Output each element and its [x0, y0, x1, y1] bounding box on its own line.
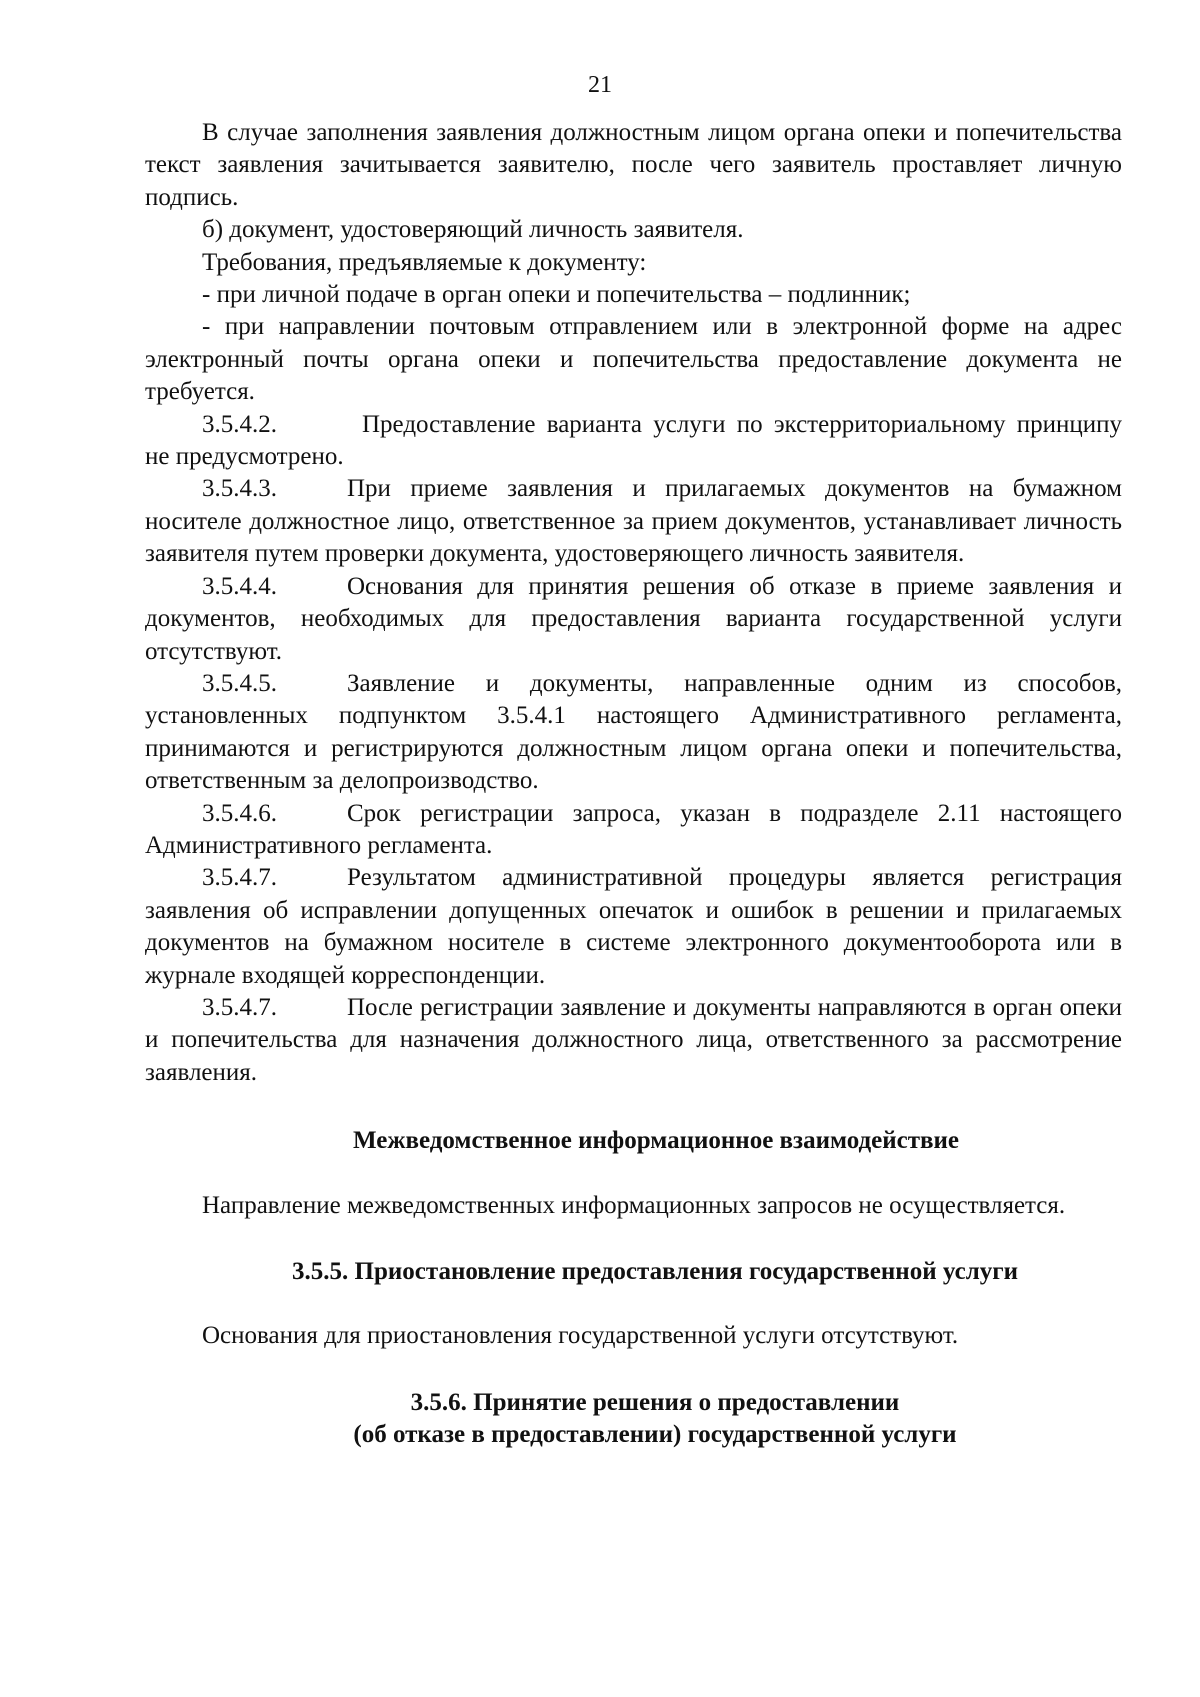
section-heading-interagency: Межведомственное информационное взаимодействие [353, 1127, 959, 1155]
paragraph: б) документ, удостоверяющий личность заявителя. [202, 216, 744, 244]
section-heading-3-5-5: 3.5.5. Приостановление предоставления государственной услуги [292, 1258, 1018, 1285]
list-item: - при личной подаче в орган опеки и попечительства – подлинник; [202, 281, 911, 309]
paragraph-number: 3.5.4.6. [202, 799, 277, 827]
numbered-paragraph [145, 992, 1122, 1089]
numbered-paragraph [145, 409, 1122, 474]
paragraph-text: Заявление и документы, направленные одним из способов, установленных подпунктом 3.5.4.1 настоящего Административного регламента, принимаются и регистрируются должностным лицом органа опеки и попечительства, ответственным за делопроизводство. [145, 669, 1122, 795]
numbered-paragraph [145, 473, 1122, 570]
paragraph-number: 3.5.4.3. [202, 475, 277, 503]
paragraph-text: Основания для принятия решения об отказе в приеме заявления и документов, необходимых для предоставления варианта государственной услуги отсутствуют. [145, 572, 1122, 665]
paragraph-text: При приеме заявления и прилагаемых документов на бумажном носителе должностное лицо, ответственное за прием документов, устанавливает личность заявителя путем проверки документа, удостоверяющего личность заявителя. [145, 475, 1122, 568]
paragraph-number: 3.5.4.5. [202, 669, 277, 697]
paragraph-number: 3.5.4.4. [202, 572, 277, 600]
heading-line: (об отказе в предоставлении) государственной услуги [353, 1421, 957, 1449]
paragraph: Направление межведомственных информационных запросов не осуществляется. [202, 1191, 1066, 1219]
paragraph-number: 3.5.4.7. [202, 864, 277, 892]
paragraph-number: 3.5.4.7. [202, 993, 277, 1021]
paragraph-text: Предоставление варианта услуги по экстерриториальному принципу не предусмотрено. [145, 410, 1122, 471]
numbered-paragraph [145, 798, 1122, 863]
list-item: - при направлении почтовым отправлением или в электронной форме на адрес электронный почты органа опеки и попечительства предоставление документа не требуется. [145, 313, 1122, 406]
paragraph: Основания для приостановления государственной услуги отсутствуют. [202, 1322, 959, 1350]
paragraph-text: Срок регистрации запроса, указан в подразделе 2.11 настоящего Административного регламента. [145, 799, 1122, 859]
paragraph-text: Результатом административной процедуры является регистрация заявления об исправлении допущенных опечаток и ошибок в решении и прилагаемых документов на бумажном носителе в системе электронного документооборота или в журнале входящей корреспонденции. [145, 864, 1122, 989]
paragraph-text: После регистрации заявление и документы направляются в орган опеки и попечительства для назначения должностного лица, ответственного за рассмотрение заявления. [145, 993, 1122, 1086]
paragraph-number: 3.5.4.2. [202, 410, 277, 438]
paragraph: В случае заполнения заявления должностным лицом органа опеки и попечительства текст заявления зачитывается заявителю, после чего заявитель проставляет личную подпись. [145, 119, 1122, 211]
paragraph: Требования, предъявляемые к документу: [202, 248, 647, 276]
numbered-paragraph [145, 571, 1122, 668]
numbered-paragraph [145, 862, 1122, 992]
page-number: 21 [588, 72, 612, 98]
numbered-paragraph [145, 668, 1122, 798]
document-body [145, 117, 1122, 1452]
heading-line: 3.5.6. Принятие решения о предоставлении [410, 1388, 900, 1416]
section-heading-3-5-6 [145, 1387, 1122, 1452]
